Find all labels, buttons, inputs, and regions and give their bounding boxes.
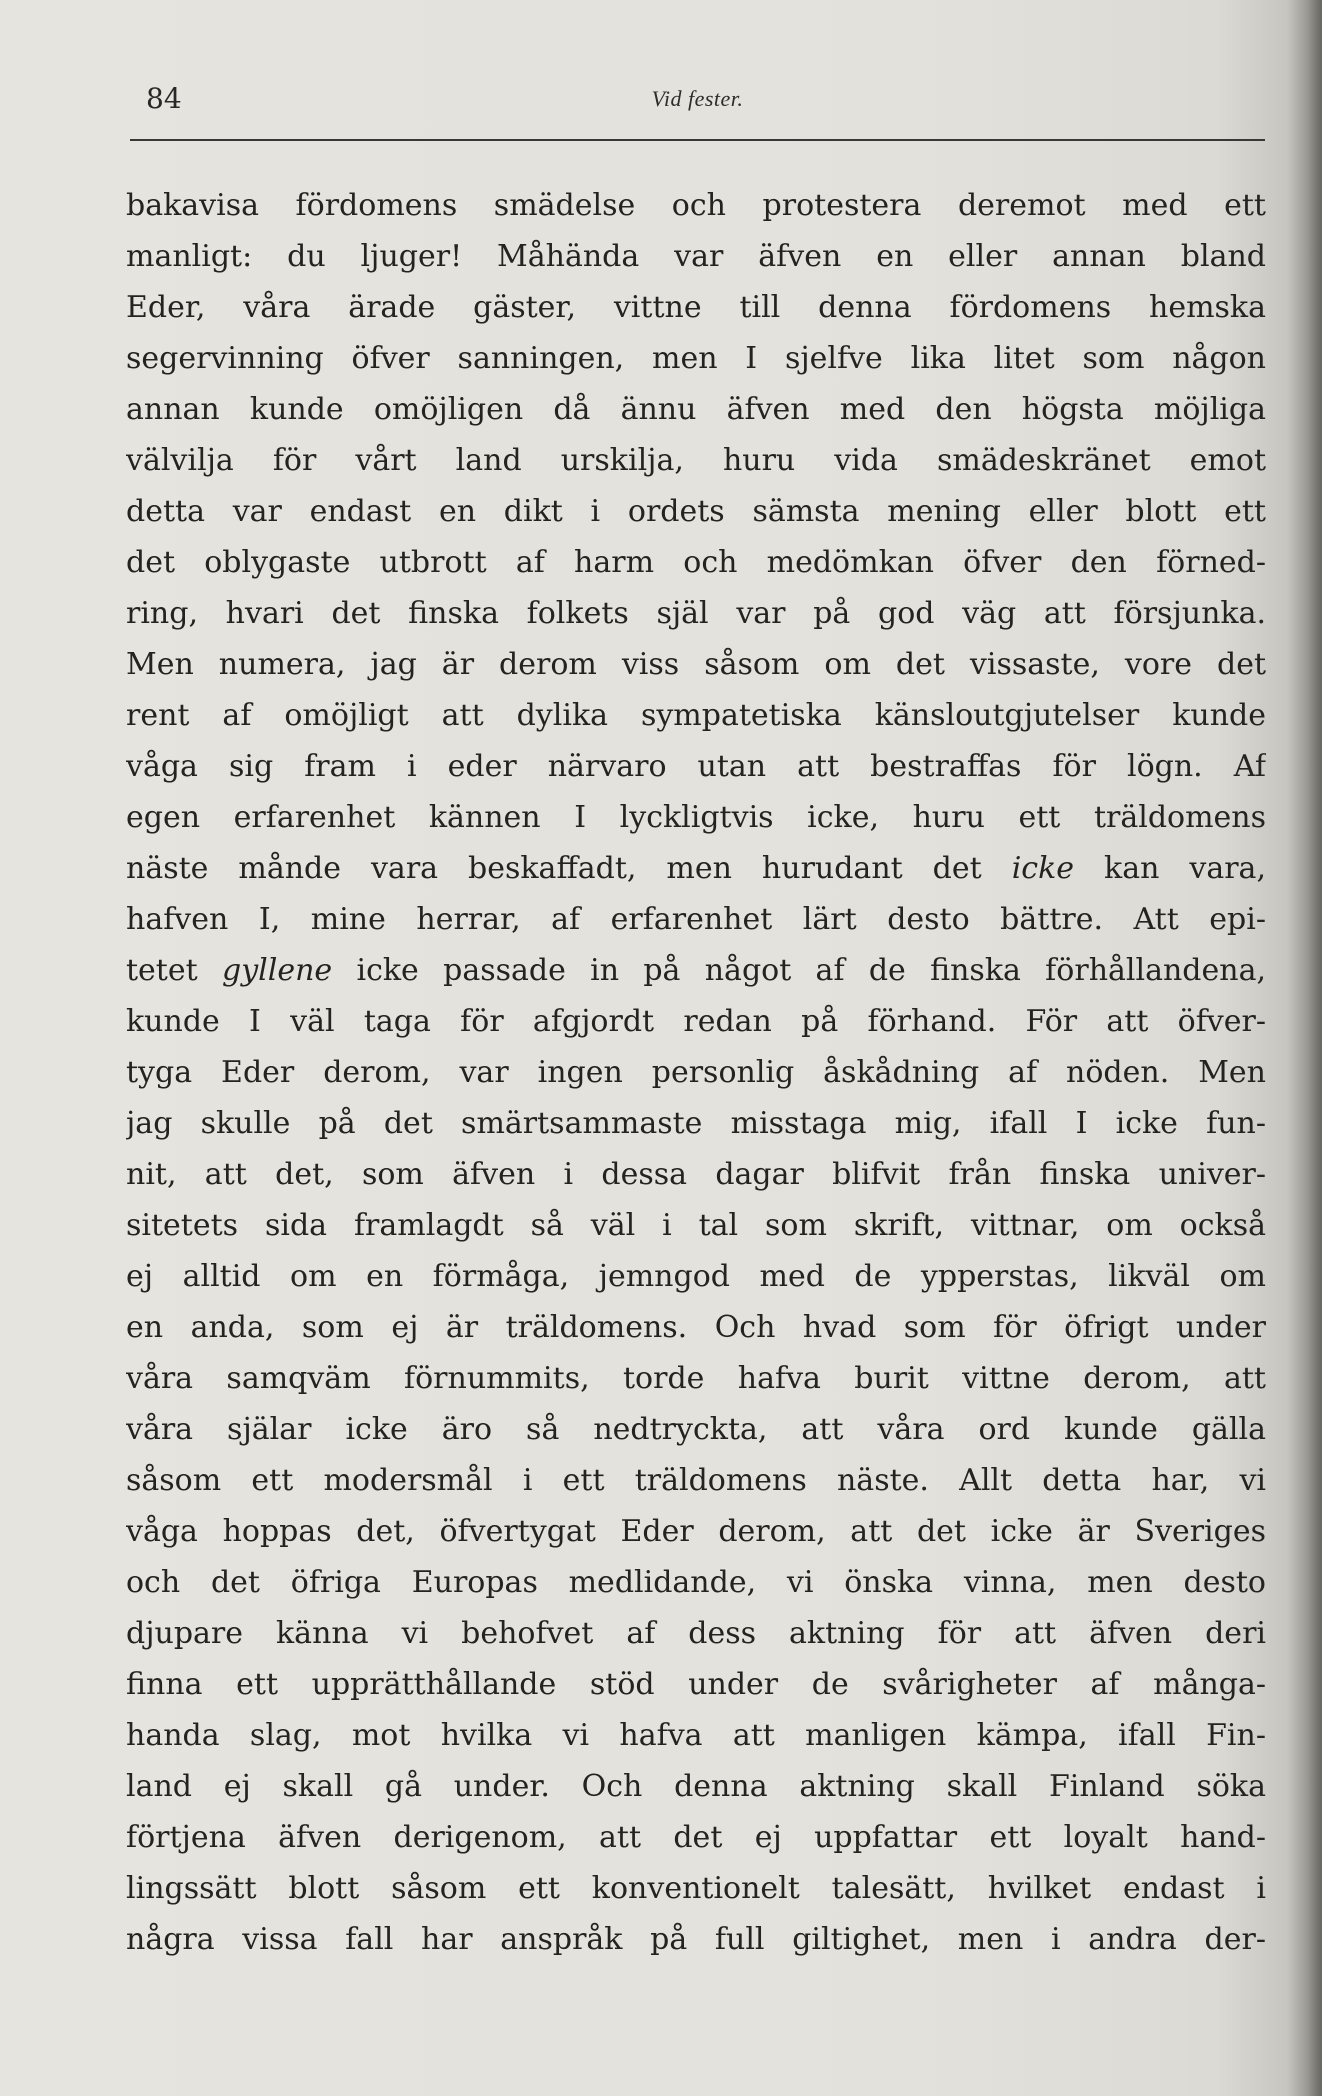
running-head: Vid fester. — [651, 86, 744, 111]
text-line: bakavisa fördomens smädelse och protestera deremot med ett — [126, 188, 1266, 223]
text-line: detta var endast en dikt i ordets sämsta mening eller blott ett — [126, 494, 1266, 529]
text-line: annan kunde omöjligen då ännu äfven med den högsta möjliga — [126, 392, 1266, 427]
text-line: och det öfriga Europas medlidande, vi önska vinna, men desto — [126, 1565, 1266, 1600]
text-line: våga hoppas det, öfvertygat Eder derom, att det icke är Sveriges — [126, 1514, 1266, 1549]
text-line: våga sig fram i eder närvaro utan att bestraffas för lögn. Af — [126, 749, 1266, 784]
text-line: Men numera, jag är derom viss såsom om det vissaste, vore det — [126, 647, 1266, 682]
text-fragment: näste månde vara beskaffadt, men hurudant det — [126, 851, 982, 886]
text-line: handa slag, mot hvilka vi hafva att manligen kämpa, ifall Fin- — [126, 1718, 1266, 1753]
text-line: några vissa fall har anspråk på full giltighet, men i andra der- — [126, 1922, 1266, 1957]
page-gutter-shadow — [1288, 0, 1322, 2096]
page-number: 84 — [146, 82, 182, 115]
text-line: lingssätt blott såsom ett konventionelt talesätt, hvilket endast i — [126, 1871, 1266, 1906]
page-header — [130, 82, 1265, 122]
text-line: våra själar icke äro så nedtryckta, att våra ord kunde gälla — [126, 1412, 1266, 1447]
text-line: manligt: du ljuger! Måhända var äfven en eller annan bland — [126, 239, 1266, 274]
text-line: finna ett upprätthållande stöd under de svårigheter af många- — [126, 1667, 1266, 1702]
text-line: tyga Eder derom, var ingen personlig åskådning af nöden. Men — [126, 1055, 1266, 1090]
text-line — [126, 843, 1266, 894]
text-line: en anda, som ej är träldomens. Och hvad som för öfrigt under — [126, 1310, 1266, 1345]
text-line: det oblygaste utbrott af harm och medömkan öfver den förned- — [126, 545, 1266, 580]
italic-word: icke — [1011, 851, 1075, 886]
text-line: kunde I väl taga för afgjordt redan på förhand. För att öfver- — [126, 1004, 1266, 1039]
text-line: välvilja för vårt land urskilja, huru vida smädeskränet emot — [126, 443, 1266, 478]
text-fragment: icke passade in på något af de finska förhållandena, — [356, 953, 1266, 988]
text-line: Eder, våra ärade gäster, vittne till denna fördomens hemska — [126, 290, 1266, 325]
text-line: sitetets sida framlagdt så väl i tal som skrift, vittnar, om också — [126, 1208, 1266, 1243]
text-line: förtjena äfven derigenom, att det ej uppfattar ett loyalt hand- — [126, 1820, 1266, 1855]
text-line: ej alltid om en förmåga, jemngod med de ypperstas, likväl om — [126, 1259, 1266, 1294]
text-line: rent af omöjligt att dylika sympatetiska känsloutgjutelser kunde — [126, 698, 1266, 733]
text-line: våra samqväm förnummits, torde hafva burit vittne derom, att — [126, 1361, 1266, 1396]
text-line — [126, 945, 1266, 996]
body-text — [126, 180, 1266, 1965]
text-line: djupare känna vi behofvet af dess aktning för att äfven deri — [126, 1616, 1266, 1651]
text-line: land ej skall gå under. Och denna aktning skall Finland söka — [126, 1769, 1266, 1804]
text-line: nit, att det, som äfven i dessa dagar blifvit från finska univer- — [126, 1157, 1266, 1192]
text-fragment: kan vara, — [1104, 851, 1266, 886]
text-line: hafven I, mine herrar, af erfarenhet lärt desto bättre. Att epi- — [126, 902, 1266, 937]
italic-word: gyllene — [222, 953, 333, 988]
text-line: segervinning öfver sanningen, men I sjelfve lika litet som någon — [126, 341, 1266, 376]
header-rule — [130, 139, 1265, 141]
text-line: egen erfarenhet kännen I lyckligtvis icke, huru ett träldomens — [126, 800, 1266, 835]
text-line: jag skulle på det smärtsammaste misstaga mig, ifall I icke fun- — [126, 1106, 1266, 1141]
text-fragment: tetet — [126, 953, 198, 988]
text-line: ring, hvari det finska folkets själ var på god väg att försjunka. — [126, 596, 1266, 631]
text-line: såsom ett modersmål i ett träldomens näste. Allt detta har, vi — [126, 1463, 1266, 1498]
